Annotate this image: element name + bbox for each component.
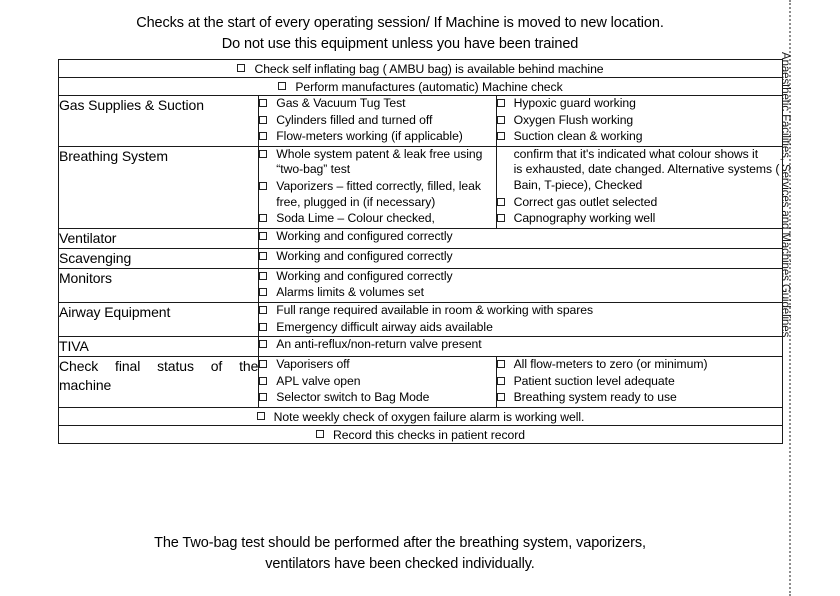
checkbox[interactable] — [259, 306, 267, 314]
list-item-label: Capnography working well — [513, 211, 656, 226]
list-item[interactable] — [497, 195, 782, 211]
list-item[interactable] — [259, 320, 782, 336]
row-label-scavenging: Scavenging — [59, 248, 259, 268]
list-item-label: Full range required available in room & working with spares — [276, 302, 594, 317]
table-row — [59, 146, 783, 228]
checkbox[interactable] — [259, 340, 267, 348]
checkbox[interactable] — [259, 132, 267, 140]
list-item[interactable] — [259, 337, 782, 353]
breathing-system-right-cell — [496, 146, 782, 228]
checkbox-spacer — [497, 150, 505, 158]
list-item-label: Working and configured correctly — [276, 228, 453, 243]
continuation-label — [514, 147, 782, 194]
checkbox[interactable] — [259, 393, 267, 401]
row-label-tiva: TIVA — [59, 337, 259, 357]
checkbox[interactable] — [259, 360, 267, 368]
list-item-label: Oxygen Flush working — [513, 112, 634, 127]
final-status-mid-cell — [259, 357, 496, 408]
table-row — [59, 302, 783, 336]
list-item-label: Selector switch to Bag Mode — [276, 390, 430, 405]
continuation-line: Bain, T-piece), Checked — [513, 177, 643, 192]
list-item-line: Whole system patent & leak free using — [276, 146, 483, 161]
list-item-label: Suction clean & working — [513, 129, 643, 144]
row-label-line: Check final status of the — [59, 358, 259, 375]
row-label-monitors: Monitors — [59, 268, 259, 302]
table-row — [59, 228, 783, 248]
table-row — [59, 425, 783, 443]
gas-supplies-mid-cell — [259, 96, 496, 147]
footer-line-2: ventilators have been checked individually. — [265, 556, 535, 572]
header-line-1: Checks at the start of every operating session/ If Machine is moved to new location. — [136, 15, 664, 31]
row-label-gas-supplies: Gas Supplies & Suction — [59, 96, 259, 147]
checkbox[interactable] — [259, 99, 267, 107]
checkbox[interactable] — [257, 412, 265, 420]
list-item-label: All flow-meters to zero (or minimum) — [513, 357, 708, 372]
checkbox[interactable] — [497, 393, 505, 401]
table-row — [59, 407, 783, 425]
side-vertical-label: Anaesthetic Facilities, Services and Machines Guidelines — [779, 52, 791, 338]
checkbox[interactable] — [497, 132, 505, 140]
list-item[interactable] — [259, 179, 495, 210]
list-item[interactable] — [497, 96, 782, 112]
banner-label: Note weekly check of oxygen failure alarm is working well. — [273, 409, 585, 424]
checkbox[interactable] — [259, 116, 267, 124]
row-label-line: machine — [59, 377, 112, 394]
list-item[interactable] — [259, 147, 495, 178]
list-item[interactable] — [497, 357, 782, 373]
table-row — [59, 78, 783, 96]
list-item[interactable] — [497, 211, 782, 227]
table-row — [59, 96, 783, 147]
list-item-label: Working and configured correctly — [276, 248, 453, 263]
list-item[interactable] — [497, 113, 782, 129]
list-item[interactable] — [259, 390, 495, 406]
list-item[interactable] — [259, 357, 495, 373]
list-item[interactable] — [259, 211, 495, 227]
scavenging-items-cell — [259, 248, 783, 268]
checkbox[interactable] — [259, 232, 267, 240]
row-label-breathing-system: Breathing System — [59, 146, 259, 228]
checkbox[interactable] — [497, 214, 505, 222]
list-item-label: Cylinders filled and turned off — [276, 112, 433, 127]
list-item-label — [276, 179, 495, 210]
list-item[interactable] — [259, 96, 495, 112]
gas-supplies-right-cell — [496, 96, 782, 147]
list-item[interactable] — [497, 129, 782, 145]
list-item[interactable] — [259, 229, 782, 245]
list-item-label: Flow-meters working (if applicable) — [276, 129, 463, 144]
header-line-2: Do not use this equipment unless you have been trained — [221, 36, 579, 52]
table-row — [59, 60, 783, 78]
list-item-label — [276, 147, 495, 178]
checkbox[interactable] — [259, 182, 267, 190]
ventilator-items-cell — [259, 228, 783, 248]
list-item-label: Soda Lime – Colour checked, — [276, 211, 435, 226]
list-item-line: Vaporizers – fitted correctly, filled, leak — [276, 178, 481, 193]
checkbox[interactable] — [259, 150, 267, 158]
banner-label: Perform manufactures (automatic) Machine check — [295, 80, 563, 94]
monitors-items-cell — [259, 268, 783, 302]
checkbox[interactable] — [259, 377, 267, 385]
list-item[interactable] — [259, 285, 782, 301]
list-item-line: “two-bag” test — [276, 162, 351, 177]
banner-label: Record this checks in patient record — [333, 427, 525, 442]
list-item[interactable] — [259, 249, 782, 265]
continuation-text — [497, 147, 782, 194]
list-item[interactable] — [259, 269, 782, 285]
continuation-line: confirm that it's indicated what colour shows it — [513, 146, 759, 161]
list-item-label: Breathing system ready to use — [513, 390, 677, 405]
checkbox[interactable] — [237, 64, 245, 72]
list-item[interactable] — [259, 113, 495, 129]
table-row — [59, 268, 783, 302]
checkbox[interactable] — [259, 214, 267, 222]
footer-line-1: The Two-bag test should be performed after the breathing system, vaporizers, — [154, 535, 646, 551]
checkbox[interactable] — [259, 252, 267, 260]
banner-machine-check — [59, 78, 783, 96]
checkbox[interactable] — [497, 99, 505, 107]
final-status-right-cell — [496, 357, 782, 408]
checkbox[interactable] — [259, 272, 267, 280]
banner-weekly-oxygen-alarm — [59, 407, 783, 425]
list-item-label: An anti-reflux/non-return valve present — [276, 337, 482, 352]
list-item-label: Working and configured correctly — [276, 268, 453, 283]
airway-equipment-items-cell — [259, 302, 783, 336]
page-footer — [0, 533, 800, 575]
list-item[interactable] — [259, 303, 782, 319]
continuation-line: is exhausted, date changed. Alternative systems ( — [513, 162, 780, 177]
list-item-label: Alarms limits & volumes set — [276, 285, 424, 300]
machine-check-table — [58, 59, 783, 444]
banner-self-inflating-bag — [59, 60, 783, 78]
list-item-label: Correct gas outlet selected — [513, 194, 658, 209]
list-item[interactable] — [497, 390, 782, 406]
list-item[interactable] — [259, 129, 495, 145]
row-label-final-status — [59, 357, 259, 408]
table-row — [59, 357, 783, 408]
banner-record-patient — [59, 425, 783, 443]
row-label-airway-equipment: Airway Equipment — [59, 302, 259, 336]
checkbox[interactable] — [497, 116, 505, 124]
checkbox[interactable] — [278, 82, 286, 90]
list-item[interactable] — [497, 374, 782, 390]
checkbox[interactable] — [497, 377, 505, 385]
page-header — [0, 13, 800, 55]
breathing-system-mid-cell — [259, 146, 496, 228]
checkbox[interactable] — [316, 430, 324, 438]
list-item-label: Hypoxic guard working — [513, 96, 636, 110]
table-row — [59, 248, 783, 268]
list-item-line: free, plugged in (if necessary) — [276, 194, 436, 209]
checkbox[interactable] — [497, 198, 505, 206]
list-item-label: Vaporisers off — [276, 357, 350, 372]
list-item-label: Gas & Vacuum Tug Test — [276, 96, 406, 110]
list-item-label: Emergency difficult airway aids available — [276, 319, 493, 334]
table-row — [59, 337, 783, 357]
checkbox[interactable] — [259, 323, 267, 331]
tiva-items-cell — [259, 337, 783, 357]
checkbox[interactable] — [497, 360, 505, 368]
list-item[interactable] — [259, 374, 495, 390]
checkbox[interactable] — [259, 288, 267, 296]
list-item-label: APL valve open — [276, 373, 361, 388]
list-item-label: Patient suction level adequate — [513, 373, 675, 388]
row-label-ventilator: Ventilator — [59, 228, 259, 248]
banner-label: Check self inflating bag ( AMBU bag) is available behind machine — [254, 62, 604, 76]
